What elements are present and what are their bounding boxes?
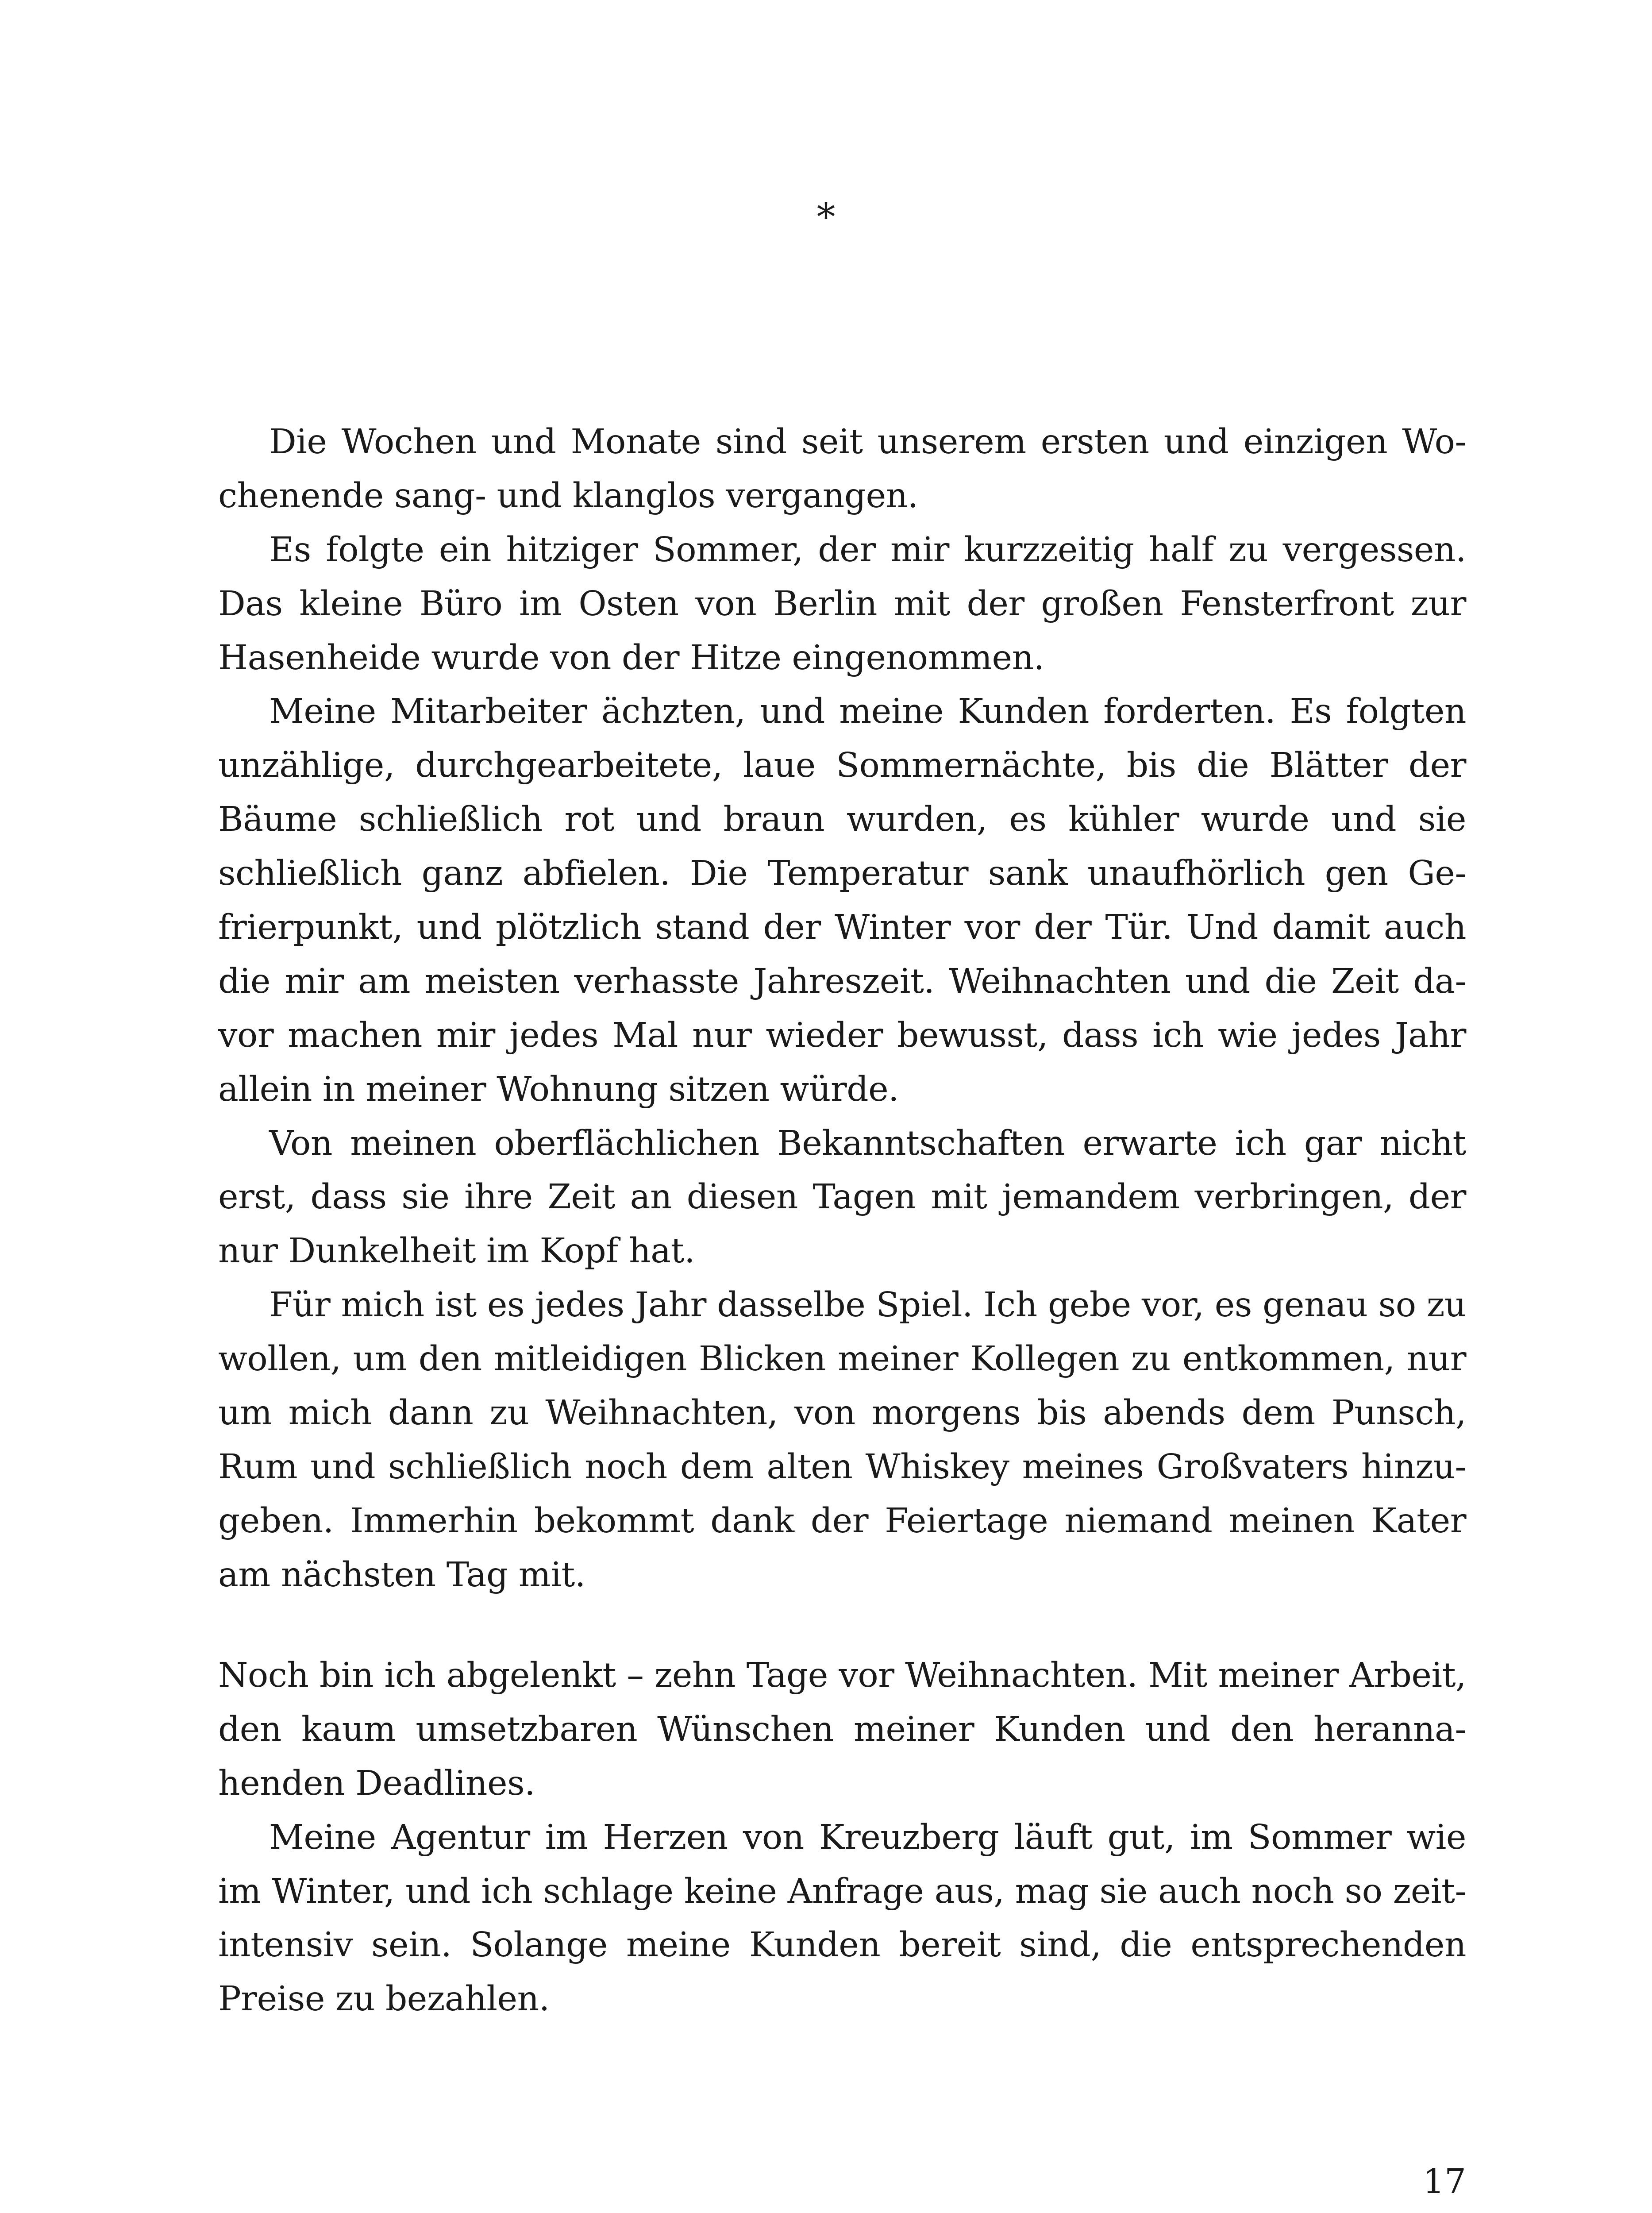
- text-line: Das kleine Büro im Osten von Berlin mit der großen Fensterfront zur: [218, 584, 1466, 624]
- text-line: Bäume schließlich rot und braun wurden, es kühler wurde und sie: [218, 800, 1466, 840]
- text-line: Noch bin ich abgelenkt – zehn Tage vor Weihnachten. Mit meiner Arbeit,: [218, 1656, 1466, 1695]
- text-line: im Winter, und ich schlage keine Anfrage aus, mag sie auch noch so zeit-: [218, 1871, 1466, 1911]
- text-line: schließlich ganz abfielen. Die Temperatur sank unaufhörlich gen Ge-: [218, 854, 1466, 894]
- text-line: frierpunkt, und plötzlich stand der Winter vor der Tür. Und damit auch: [218, 908, 1466, 948]
- text-line: Meine Agentur im Herzen von Kreuzberg läuft gut, im Sommer wie: [269, 1817, 1466, 1857]
- text-line: allein in meiner Wohnung sitzen würde.: [218, 1069, 899, 1109]
- text-line: unzählige, durchgearbeitete, laue Sommernächte, bis die Blätter der: [218, 746, 1466, 786]
- text-line: wollen, um den mitleidigen Blicken meiner Kollegen zu entkommen, nur: [218, 1339, 1466, 1379]
- text-line: vor machen mir jedes Mal nur wieder bewusst, dass ich wie jedes Jahr: [218, 1015, 1466, 1055]
- text-line: Von meinen oberflächlichen Bekanntschaften erwarte ich gar nicht: [269, 1123, 1466, 1163]
- text-line: nur Dunkelheit im Kopf hat.: [218, 1231, 695, 1271]
- text-line: den kaum umsetzbaren Wünschen meiner Kunden und den heranna-: [218, 1709, 1466, 1749]
- text-line: Es folgte ein hitziger Sommer, der mir kurzzeitig half zu vergessen.: [269, 530, 1466, 570]
- text-block-1: [218, 415, 1466, 1602]
- page-number: 17: [1423, 2162, 1466, 2201]
- text-line: die mir am meisten verhasste Jahreszeit. Weihnachten und die Zeit da-: [218, 961, 1466, 1001]
- text-line: Rum und schließlich noch dem alten Whiskey meines Großvaters hinzu-: [218, 1447, 1466, 1487]
- text-line: chenende sang- und klanglos vergangen.: [218, 476, 918, 516]
- text-line: henden Deadlines.: [218, 1763, 535, 1803]
- text-line: Hasenheide wurde von der Hitze eingenommen.: [218, 638, 1044, 678]
- text-line: Preise zu bezahlen.: [218, 1979, 550, 2019]
- section-separator: *: [816, 195, 836, 239]
- text-line: geben. Immerhin bekommt dank der Feiertage niemand meinen Kater: [218, 1501, 1466, 1541]
- text-line: Die Wochen und Monate sind seit unserem ersten und einzigen Wo-: [269, 422, 1466, 462]
- text-line: erst, dass sie ihre Zeit an diesen Tagen mit jemandem verbringen, der: [218, 1177, 1466, 1217]
- text-block-2: [218, 1649, 1466, 2026]
- text-line: intensiv sein. Solange meine Kunden bereit sind, die entsprechenden: [218, 1925, 1466, 1965]
- text-line: am nächsten Tag mit.: [218, 1555, 585, 1595]
- text-line: Für mich ist es jedes Jahr dasselbe Spiel. Ich gebe vor, es genau so zu: [269, 1285, 1466, 1325]
- text-line: Meine Mitarbeiter ächzten, und meine Kunden forderten. Es folgten: [269, 692, 1466, 732]
- text-line: um mich dann zu Weihnachten, von morgens bis abends dem Punsch,: [218, 1393, 1466, 1433]
